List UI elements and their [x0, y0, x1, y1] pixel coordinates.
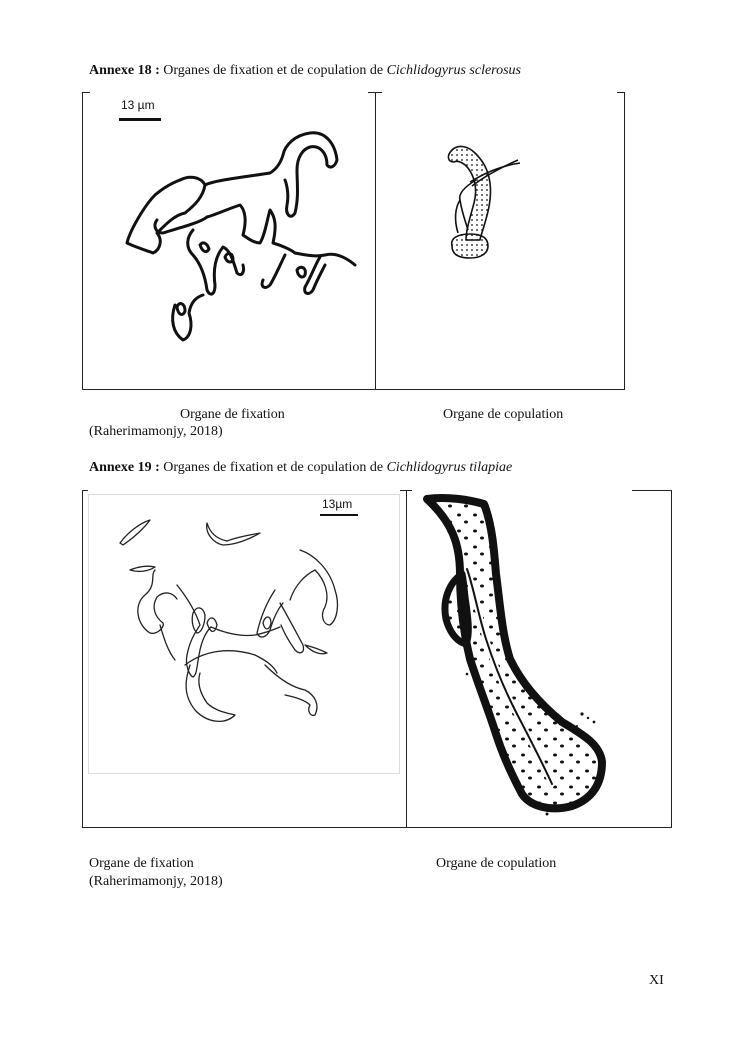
annex-18-fixation-organ-drawing — [115, 125, 365, 350]
annex-18-source: (Raherimamonjy, 2018) — [89, 424, 223, 439]
annex-18-frame-divider — [375, 92, 376, 390]
annex-19-source: (Raherimamonjy, 2018) — [89, 874, 223, 889]
annex-18-species: Cichlidogyrus sclerosus — [386, 63, 521, 78]
annex-18-copulation-organ-drawing — [440, 138, 530, 268]
annex-18-scale-bar — [119, 118, 161, 121]
annex-19-label-copulation: Organe de copulation — [436, 856, 557, 871]
annex-18-scale-label: 13 µm — [121, 98, 155, 112]
annex-18-top-border-left — [82, 92, 90, 93]
annex-18-number: Annexe 18 : — [89, 63, 160, 78]
annex-18-top-border-mid — [368, 92, 382, 93]
annex-19-species: Cichlidogyrus tilapiae — [386, 460, 513, 475]
annex-19-fixation-organ-drawing — [115, 515, 370, 730]
page-number: XI — [649, 973, 664, 988]
annex-18-label-copulation: Organe de copulation — [443, 407, 564, 422]
annex-18-caption — [89, 63, 521, 79]
annex-18-top-border-right — [617, 92, 625, 93]
annex-19-scale-label: 13µm — [322, 497, 353, 511]
annex-18-label-fixation: Organe de fixation — [180, 407, 285, 422]
annex-19-top-border-mid — [400, 490, 412, 491]
annex-19-title: Organes de fixation et de copulation de — [159, 460, 387, 475]
annex-19-number: Annexe 19 : — [89, 460, 160, 475]
annex-19-caption — [89, 460, 512, 476]
annex-19-top-border-right — [632, 490, 672, 491]
annex-19-copulation-organ-drawing — [422, 494, 612, 819]
annex-19-label-fixation: Organe de fixation — [89, 856, 194, 871]
annex-19-frame-divider — [406, 490, 407, 828]
annex-18-title: Organes de fixation et de copulation de — [159, 63, 387, 78]
annex-19-top-border-left — [82, 490, 88, 491]
